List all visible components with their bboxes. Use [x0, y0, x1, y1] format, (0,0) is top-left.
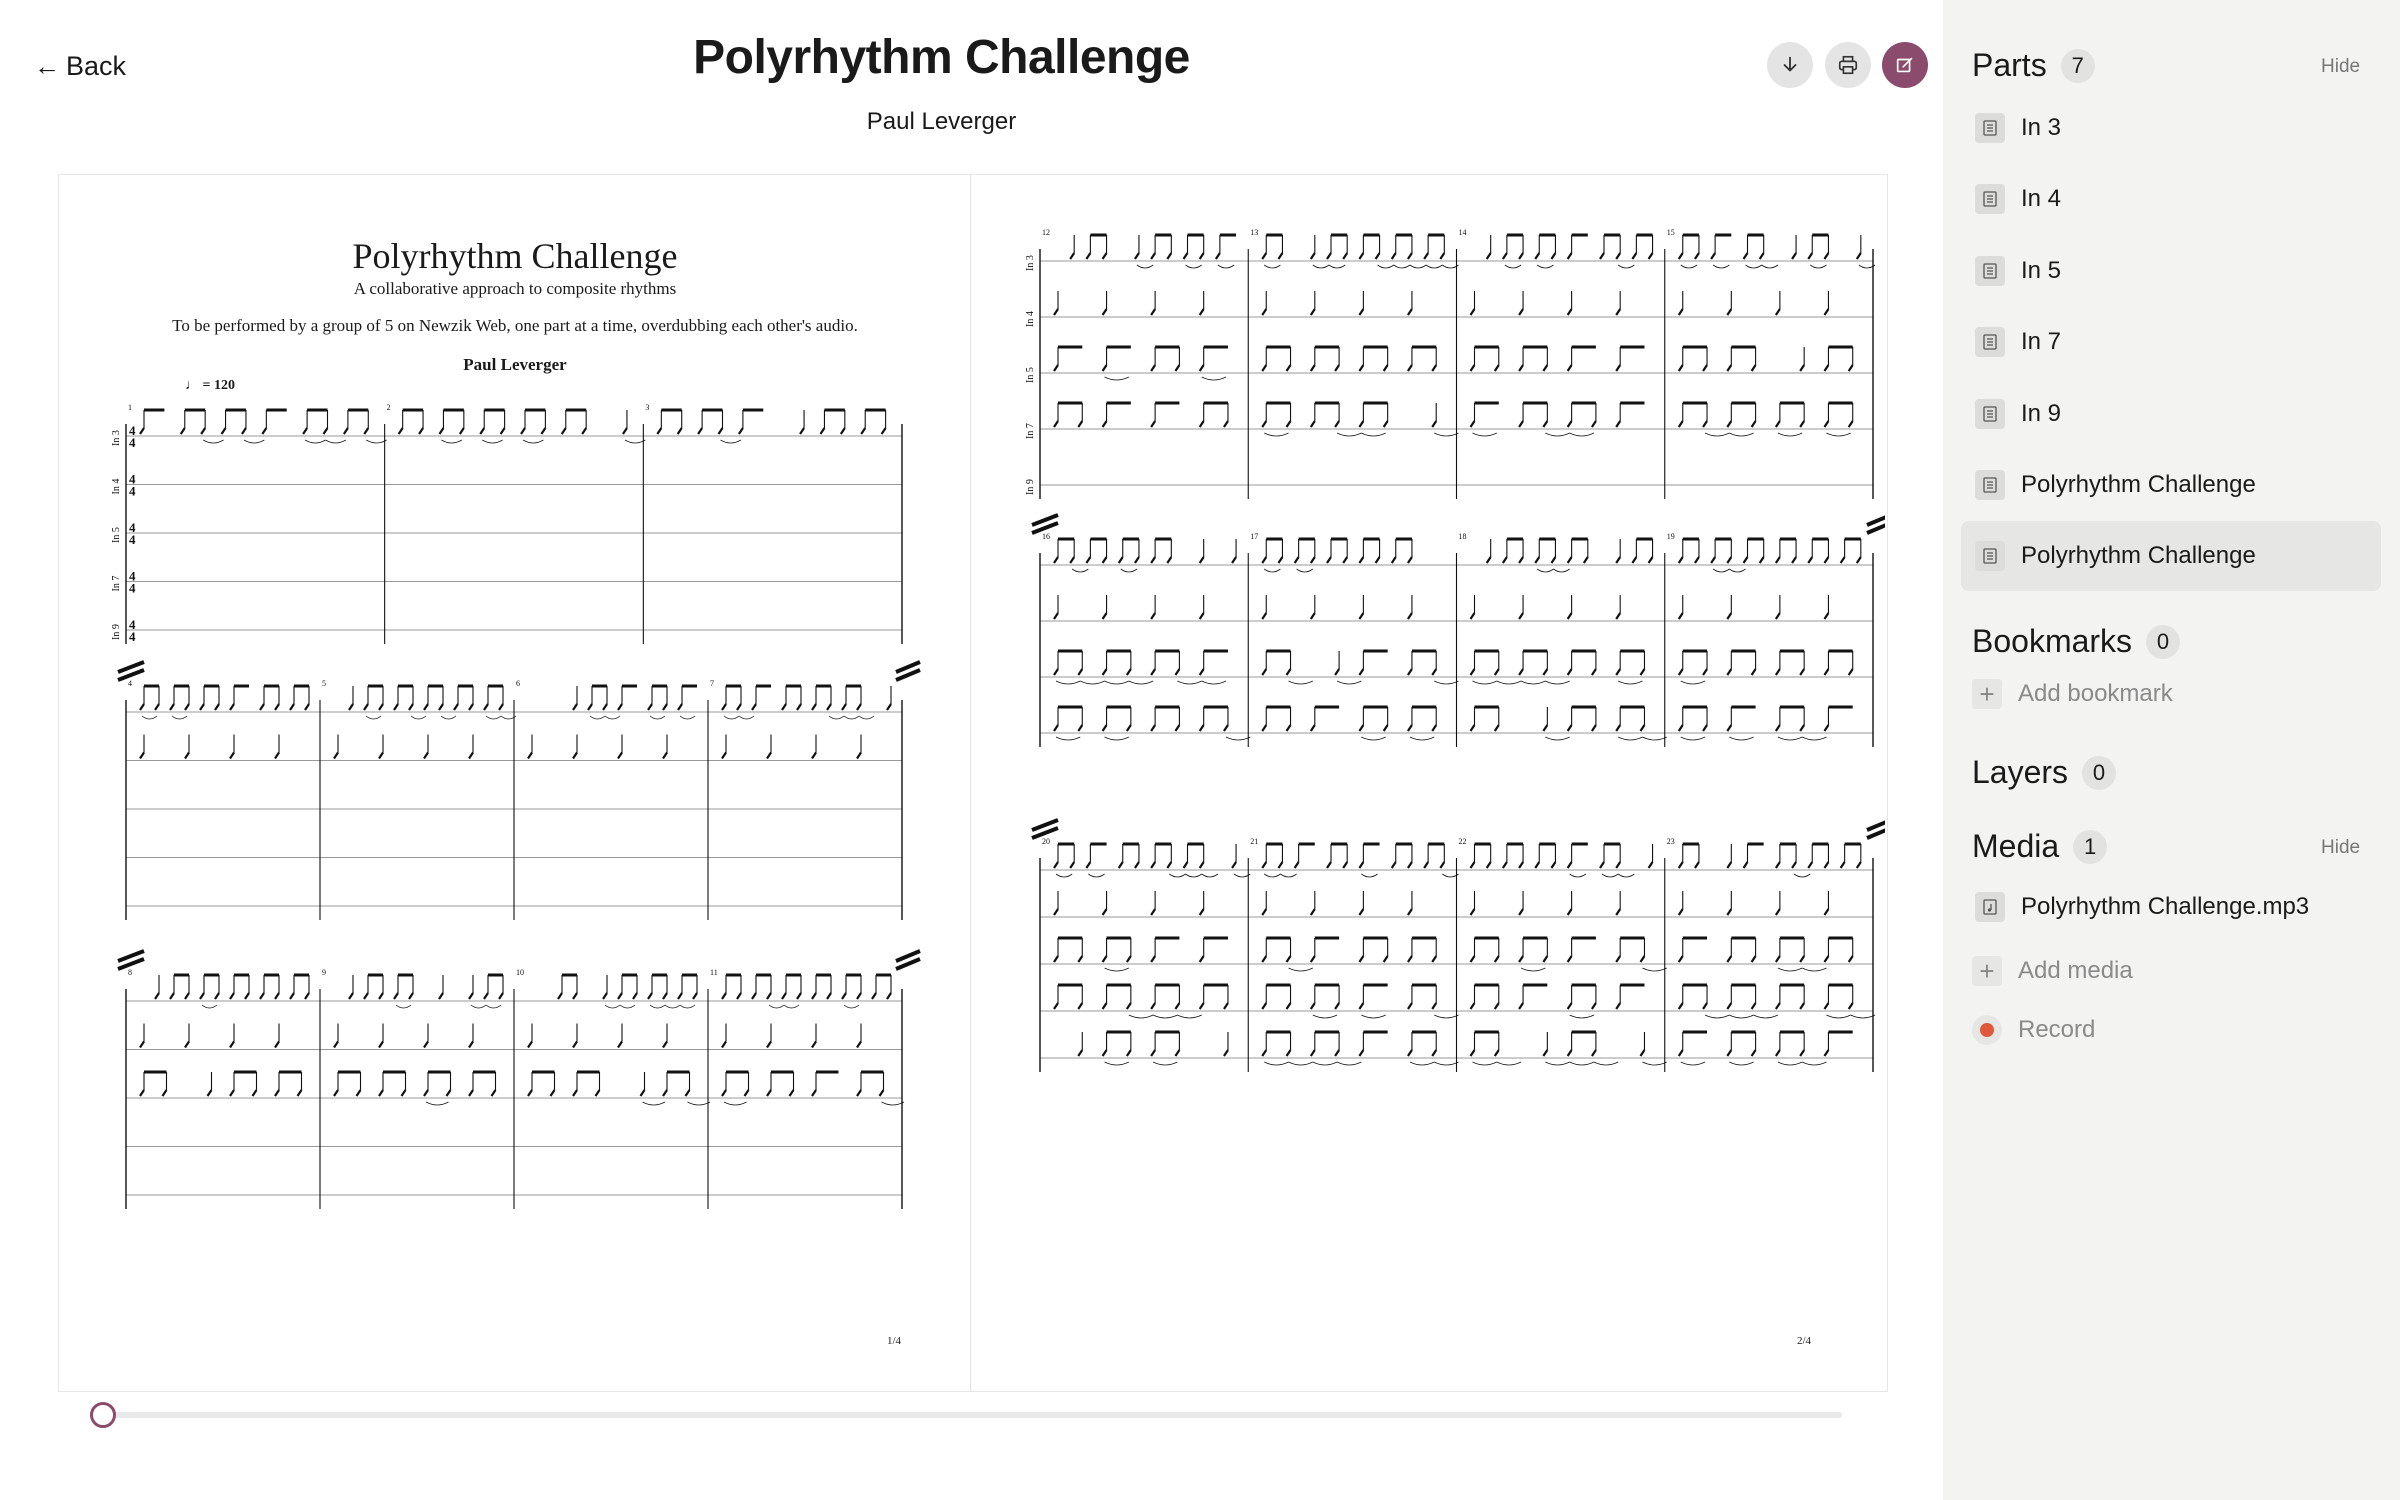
svg-text:In 5: In 5 [1025, 367, 1036, 383]
composer-name: Paul Leverger [866, 108, 1017, 135]
svg-text:4: 4 [129, 629, 136, 644]
media-file-label: Polyrhythm Challenge.mp3 [2021, 893, 2310, 920]
media-heading [1972, 828, 2107, 865]
edit-button[interactable] [1882, 42, 1928, 88]
svg-text:3: 3 [645, 403, 650, 412]
part-item[interactable] [1961, 521, 2381, 591]
svg-text:4: 4 [128, 679, 132, 688]
back-label: Back [66, 50, 127, 81]
svg-text:In 7: In 7 [111, 575, 122, 592]
svg-text:11: 11 [710, 968, 718, 977]
svg-text:2: 2 [386, 403, 391, 412]
svg-text:4: 4 [129, 471, 136, 487]
tempo-marking: ♩ = 120 [185, 378, 235, 393]
add-bookmark-label: Add bookmark [2018, 680, 2173, 707]
svg-text:9: 9 [322, 968, 326, 977]
hide-media-button[interactable]: Hide [2321, 837, 2361, 858]
svg-text:21: 21 [1250, 837, 1259, 846]
part-item[interactable] [1961, 93, 2381, 163]
parts-count-badge: 7 [2061, 49, 2095, 83]
svg-text:17: 17 [1250, 532, 1259, 541]
hide-parts-button[interactable]: Hide [2321, 56, 2361, 77]
record-button[interactable] [1972, 1015, 2095, 1045]
svg-text:4: 4 [129, 435, 136, 450]
add-media-label: Add media [2018, 957, 2133, 984]
record-label: Record [2018, 1016, 2096, 1043]
svg-text:4: 4 [129, 580, 136, 596]
layers-title: Layers [1972, 754, 2069, 790]
parts-title: Parts [1972, 47, 2047, 83]
part-label: In 7 [2021, 328, 2062, 356]
svg-text:In 3: In 3 [1025, 255, 1036, 271]
sheet-title: Polyrhythm Challenge [352, 236, 678, 276]
svg-text:In 4: In 4 [1025, 311, 1036, 327]
svg-text:18: 18 [1458, 532, 1467, 541]
svg-text:4: 4 [129, 568, 136, 584]
arrow-left-icon: ← [34, 50, 60, 81]
page-number: 1/4 [887, 1335, 902, 1347]
part-item[interactable] [1961, 450, 2381, 520]
part-label: In 3 [2021, 114, 2062, 141]
svg-text:In 3: In 3 [111, 430, 122, 446]
svg-text:In 9: In 9 [1025, 479, 1036, 495]
document-icon [1975, 184, 2005, 214]
svg-text:4: 4 [129, 483, 136, 499]
svg-text:In 4: In 4 [111, 478, 122, 495]
svg-text:13: 13 [1250, 228, 1259, 237]
svg-text:20: 20 [1042, 837, 1050, 846]
part-item[interactable] [1961, 307, 2381, 377]
part-item[interactable] [1961, 379, 2381, 449]
svg-text:10: 10 [516, 968, 524, 977]
document-icon [1975, 256, 2005, 286]
playback-track[interactable] [100, 1412, 1842, 1418]
svg-text:In 9: In 9 [111, 624, 122, 640]
record-icon [1972, 1015, 2002, 1045]
svg-text:5: 5 [322, 679, 326, 688]
svg-text:7: 7 [710, 679, 714, 688]
svg-text:8: 8 [128, 968, 132, 977]
document-icon [1975, 541, 2005, 571]
layers-count-badge: 0 [2082, 756, 2116, 790]
add-bookmark-button[interactable] [1972, 679, 2173, 709]
part-label: In 4 [2021, 185, 2062, 213]
plus-icon: + [1972, 679, 2002, 709]
svg-text:4: 4 [129, 423, 136, 438]
svg-text:6: 6 [516, 679, 520, 688]
bookmarks-title: Bookmarks [1972, 623, 2133, 659]
part-item[interactable] [1961, 164, 2381, 234]
svg-text:4: 4 [129, 520, 136, 535]
part-label: In 9 [2021, 399, 2062, 427]
page-title: Polyrhythm Challenge [693, 31, 1190, 84]
print-button[interactable] [1825, 42, 1871, 88]
document-icon [1975, 327, 2005, 357]
score-page-1 [59, 175, 971, 1391]
svg-text:22: 22 [1458, 837, 1467, 846]
playback-slider-thumb[interactable] [90, 1402, 116, 1428]
score-page-2 [973, 175, 1885, 1391]
svg-text:4: 4 [129, 532, 136, 547]
media-count-badge: 1 [2073, 830, 2107, 864]
music-notation [973, 175, 1885, 1391]
edit-icon [1894, 54, 1916, 76]
printer-icon [1837, 54, 1859, 76]
sidebar [1943, 0, 2400, 1500]
document-icon [1975, 399, 2005, 429]
plus-icon: + [1972, 956, 2002, 986]
svg-text:23: 23 [1666, 837, 1675, 846]
part-label: Polyrhythm Challenge [2021, 471, 2256, 498]
score-pages[interactable] [58, 174, 1888, 1392]
bookmarks-heading [1972, 623, 2180, 660]
svg-text:15: 15 [1666, 228, 1675, 237]
part-label: In 5 [2021, 256, 2062, 284]
svg-text:19: 19 [1666, 532, 1675, 541]
download-button[interactable] [1767, 42, 1813, 88]
add-media-button[interactable] [1972, 956, 2133, 986]
svg-text:In 7: In 7 [1025, 423, 1036, 439]
document-icon [1975, 113, 2005, 143]
part-label: Polyrhythm Challenge [2021, 542, 2256, 570]
svg-text:12: 12 [1042, 228, 1050, 237]
media-title: Media [1972, 828, 2060, 864]
svg-text:14: 14 [1458, 228, 1467, 237]
sheet-composer: Paul Leverger [463, 355, 567, 374]
parts-heading [1972, 47, 2095, 84]
svg-text:In 5: In 5 [111, 527, 122, 543]
bookmarks-count-badge: 0 [2146, 625, 2180, 659]
layers-heading [1972, 754, 2116, 791]
document-icon [1975, 470, 2005, 500]
svg-text:4: 4 [129, 617, 136, 632]
svg-text:1: 1 [128, 403, 132, 412]
audio-file-icon [1975, 892, 2005, 922]
download-icon [1779, 54, 1801, 76]
media-item[interactable] [1961, 872, 2381, 942]
sheet-subtitle: A collaborative approach to composite rhythms [353, 279, 677, 298]
part-item[interactable] [1961, 236, 2381, 306]
svg-text:16: 16 [1042, 532, 1050, 541]
page-number: 2/4 [1797, 1335, 1812, 1347]
sheet-instructions: To be performed by a group of 5 on Newzik Web, one part at a time, overdubbing each other's audio. [172, 316, 858, 335]
